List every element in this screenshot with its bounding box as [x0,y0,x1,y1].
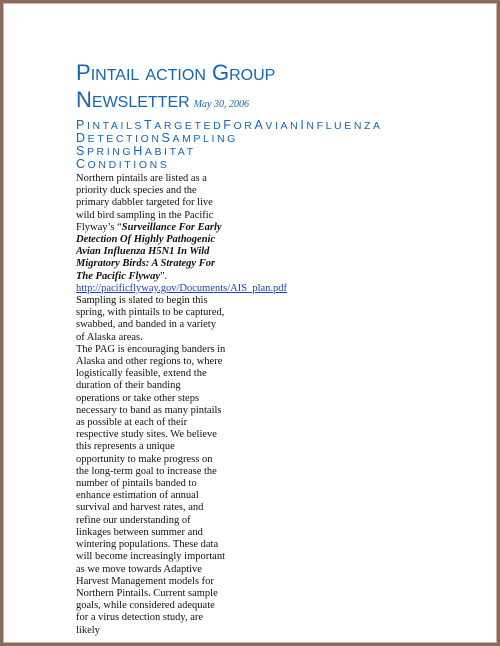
article-paragraph-2: The PAG is encouraging banders in Alaska and other regions to, where logistically feasible, extend the duration of their banding operations or take other steps necessary to band as many pintails as possible at each of their respective study sites. We believe this represents a unique opportunity to make progress on the long-term goal to increase the number of pintails banded to enhance estimation of annual survival and harvest rates, and refine our understanding of linkages between summer and wintering populations. These data will become increasingly important as we move towards Adaptive Harvest Management models for Northern Pintails. Current sample goals, while considered adequate for a virus detection study, are likely [76,343,226,636]
masthead-line1: PINTAIL ACTION GROUP [76,60,276,85]
strategy-document-link[interactable]: http://pacificflyway.gov/Documents/AIS_plan.pdf [76,282,288,294]
page-content [76,61,386,637]
article-paragraph-1: Northern pintails are listed as a priority duck species and the primary dabbler targeted for live wild bird sampling in the Pacific Flyway’s “Surveillance For Early Detection Of Highly Pathogenic Avian Influenza H5N1 In Wild Migratory Birds: A Strategy For The Pacific Flyway”. http://pacificflyway.gov/Documents/AIS_plan.pdf Sampling is slated to begin this spring, with pintails to be captured, swabbed, and banded in a variety of Alaska areas. [76,173,288,343]
article-heading-line1: PINTAILSTARGETEDFORAVIANINFLUENZA [76,118,383,132]
masthead-line2: NEWSLETTER May 30, 2006 [76,87,249,112]
issue-date: May 30, 2006 [193,99,249,110]
article-heading-line3: SPRINGHABITAT [76,144,196,158]
article-body [76,173,288,637]
article-heading-line2: DETECTIONSAMPLING [76,131,238,145]
article-heading-line4: CONDITIONS [76,157,170,171]
strategy-title: Surveillance For Early Detection Of Highly Pathogenic Avian Influenza H5N1 In Wild Migratory Birds: A Strategy For The Pacific Flyway [76,221,222,282]
newsletter-masthead [76,61,386,117]
